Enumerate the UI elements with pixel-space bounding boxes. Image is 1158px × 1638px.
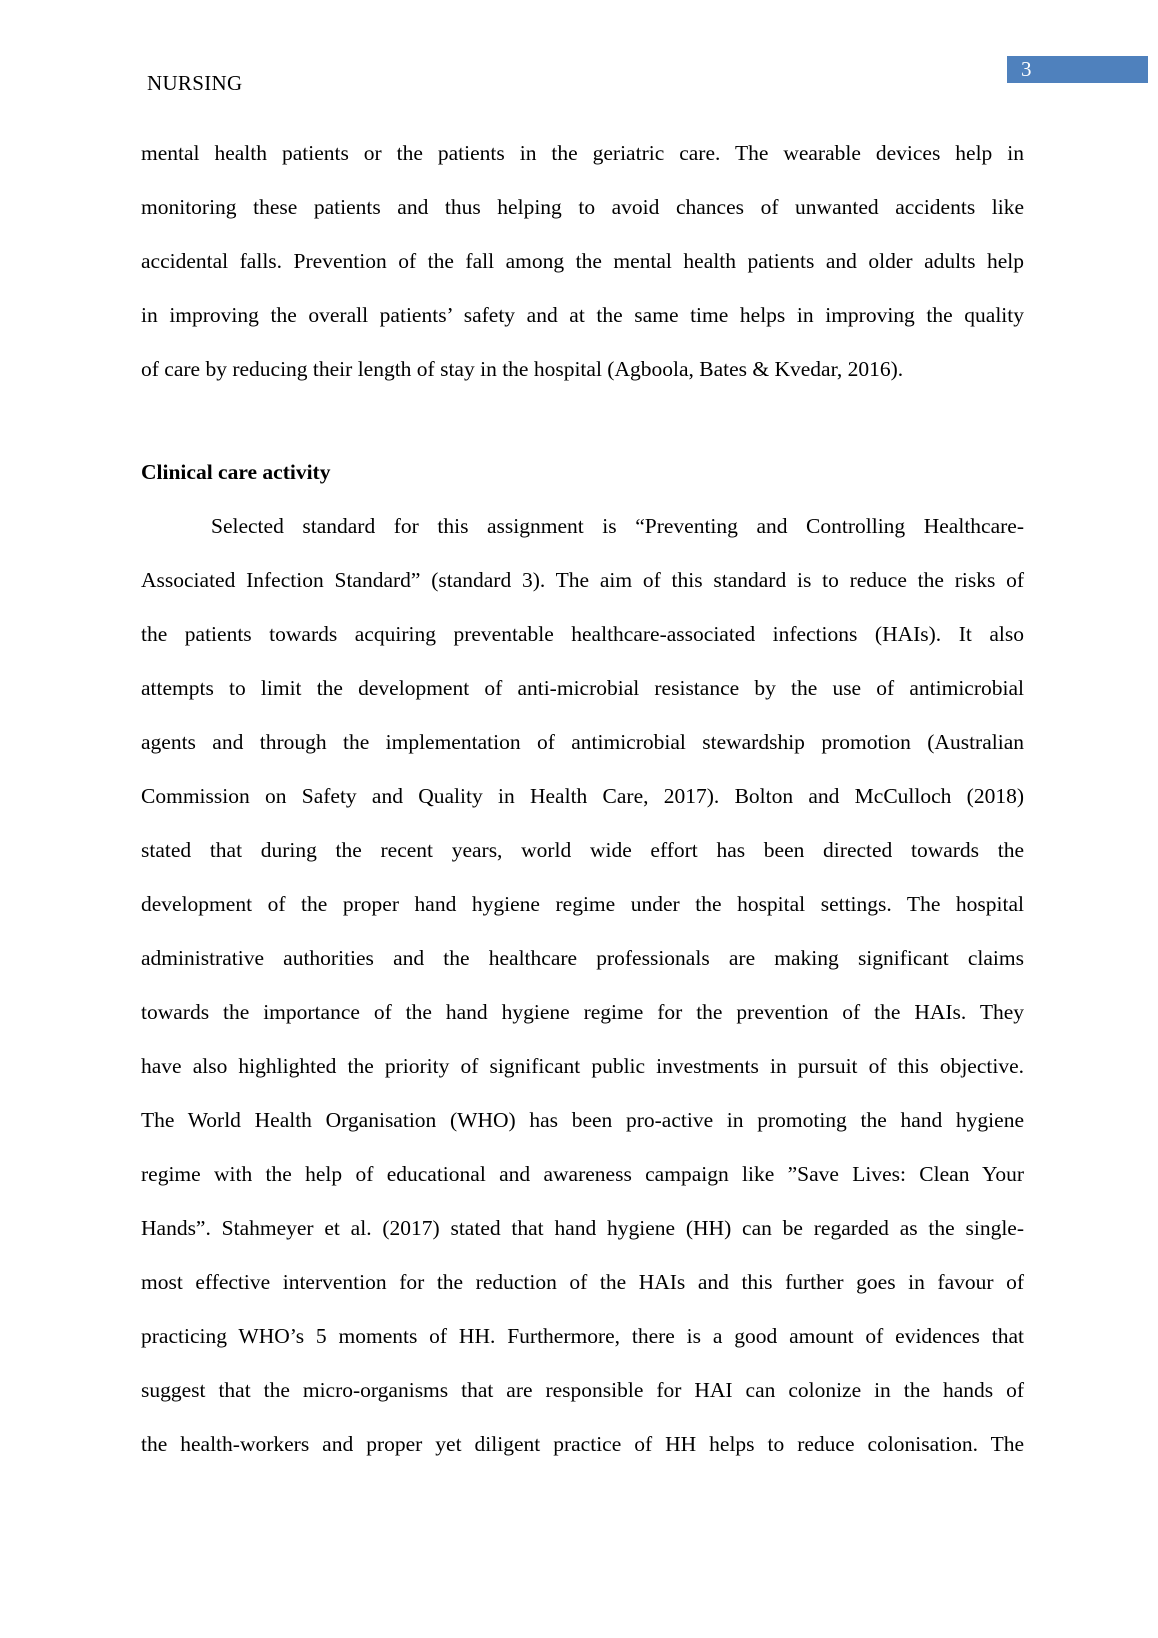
paragraph-line: suggest that the micro-organisms that are responsible for HAI can colonize in the hands of bbox=[141, 1378, 1024, 1402]
paragraph-line: development of the proper hand hygiene regime under the hospital settings. The hospital bbox=[141, 892, 1024, 916]
paragraph-line: have also highlighted the priority of significant public investments in pursuit of this objective. bbox=[141, 1054, 1024, 1078]
paragraph-line: practicing WHO’s 5 moments of HH. Furthermore, there is a good amount of evidences that bbox=[141, 1324, 1024, 1348]
paragraph-line: administrative authorities and the healthcare professionals are making significant claims bbox=[141, 946, 1024, 970]
paragraph-line: the patients towards acquiring preventable healthcare-associated infections (HAIs). It also bbox=[141, 622, 1024, 646]
paragraph-line: Selected standard for this assignment is “Preventing and Controlling Healthcare- bbox=[211, 514, 1024, 538]
paragraph-line: monitoring these patients and thus helping to avoid chances of unwanted accidents like bbox=[141, 195, 1024, 219]
paragraph-line: accidental falls. Prevention of the fall among the mental health patients and older adults help bbox=[141, 249, 1024, 273]
paragraph-line: most effective intervention for the reduction of the HAIs and this further goes in favour of bbox=[141, 1270, 1024, 1294]
paragraph-line: Associated Infection Standard” (standard 3). The aim of this standard is to reduce the risks of bbox=[141, 568, 1024, 592]
paragraph-line: mental health patients or the patients in the geriatric care. The wearable devices help in bbox=[141, 141, 1024, 165]
paragraph-line: in improving the overall patients’ safety and at the same time helps in improving the quality bbox=[141, 303, 1024, 327]
page-number-box bbox=[1007, 56, 1148, 83]
paragraph-line: of care by reducing their length of stay in the hospital (Agboola, Bates & Kvedar, 2016). bbox=[141, 357, 904, 381]
running-head: NURSING bbox=[147, 71, 243, 95]
page-number: 3 bbox=[1021, 57, 1032, 81]
paragraph-line: The World Health Organisation (WHO) has been pro-active in promoting the hand hygiene bbox=[141, 1108, 1024, 1132]
paragraph-line: the health-workers and proper yet diligent practice of HH helps to reduce colonisation. The bbox=[141, 1432, 1024, 1456]
paragraph-line: regime with the help of educational and awareness campaign like ”Save Lives: Clean Your bbox=[141, 1162, 1024, 1186]
paragraph-line: agents and through the implementation of antimicrobial stewardship promotion (Australian bbox=[141, 730, 1024, 754]
paragraph-line: towards the importance of the hand hygiene regime for the prevention of the HAIs. They bbox=[141, 1000, 1024, 1024]
paragraph-line: Hands”. Stahmeyer et al. (2017) stated that hand hygiene (HH) can be regarded as the single- bbox=[141, 1216, 1024, 1240]
paragraph-line: Commission on Safety and Quality in Health Care, 2017). Bolton and McCulloch (2018) bbox=[141, 784, 1024, 808]
paragraph-line: attempts to limit the development of anti-microbial resistance by the use of antimicrobial bbox=[141, 676, 1024, 700]
section-heading: Clinical care activity bbox=[141, 460, 331, 484]
paragraph-line: stated that during the recent years, world wide effort has been directed towards the bbox=[141, 838, 1024, 862]
